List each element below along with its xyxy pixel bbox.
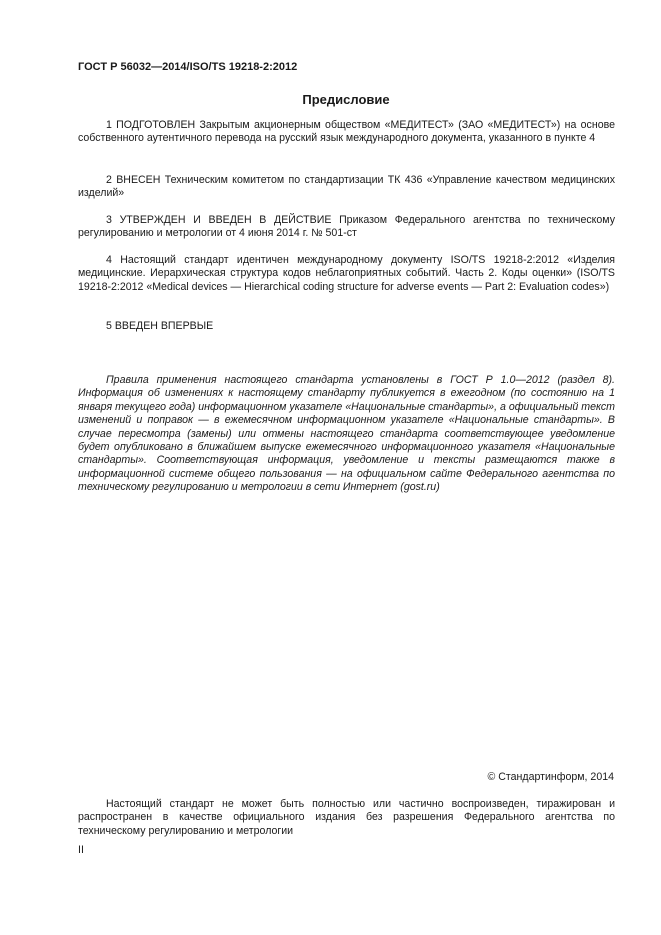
- reproduction-notice: Настоящий стандарт не может быть полностью или частично воспроизведен, тиражирован и распространен в качестве официального издания без разрешения Федерального агентства по техническому регулированию и метрологии: [78, 798, 615, 837]
- foreword-item-2: 2 ВНЕСЕН Техническим комитетом по стандартизации ТК 436 «Управление качеством медицинских изделий»: [78, 174, 615, 200]
- application-rules-notice: Правила применения настоящего стандарта установлены в ГОСТ Р 1.0—2012 (раздел 8). Информация об изменениях к настоящему стандарту публикуется в ежегодном (по состоянию на 1 января текущего года) информационном указателе «Национальные стандарты», а официальный текст изменений и поправок — в ежемесячном информационном указателе «Национальные стандарты». В случае пересмотра (замены) или отмены настоящего стандарта соответствующее уведомление будет опубликовано в ближайшем выпуске ежемесячного информационного указателя «Национальные стандарты». Соответствующая информация, уведомление и тексты размещаются также в информационной системе общего пользования — на официальном сайте Федерального агентства по техническому регулированию и метрологии в сети Интернет (gost.ru): [78, 374, 615, 494]
- page-title: Предисловие: [302, 92, 390, 107]
- foreword-item-5: 5 ВВЕДЕН ВПЕРВЫЕ: [106, 320, 214, 332]
- foreword-item-3: 3 УТВЕРЖДЕН И ВВЕДЕН В ДЕЙСТВИЕ Приказом Федерального агентства по техническому регулированию и метрологии от 4 июня 2014 г. № 501-ст: [78, 214, 615, 240]
- foreword-item-1: 1 ПОДГОТОВЛЕН Закрытым акционерным обществом «МЕДИТЕСТ» (ЗАО «МЕДИТЕСТ») на основе собственного аутентичного перевода на русский язык международного документа, указанного в пункте 4: [78, 119, 615, 145]
- page-number: II: [78, 844, 84, 856]
- standard-id-header: ГОСТ Р 56032—2014/ISO/TS 19218-2:2012: [78, 61, 298, 73]
- copyright-line: © Стандартинформ, 2014: [487, 771, 614, 783]
- foreword-item-4: 4 Настоящий стандарт идентичен международному документу ISO/TS 19218-2:2012 «Изделия медицинские. Иерархическая структура кодов неблагоприятных событий. Часть 2. Коды оценки» (ISO/TS 19218-2:2012 «Medical devices — Hierarchical coding structure for adverse events — Part 2: Evaluation codes»): [78, 254, 615, 293]
